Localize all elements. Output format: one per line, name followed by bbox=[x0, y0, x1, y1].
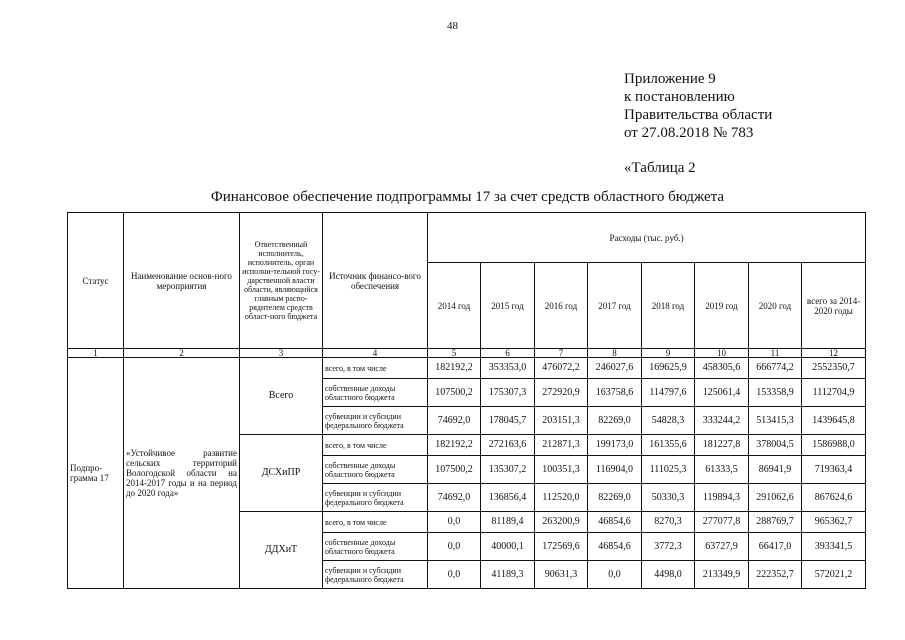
header-event: Наименование основ-ного мероприятия bbox=[124, 213, 240, 349]
value-cell: 74692,0 bbox=[428, 484, 481, 512]
column-number: 9 bbox=[642, 349, 695, 358]
header-year: 2016 год bbox=[535, 263, 588, 349]
value-cell: 4498,0 bbox=[642, 561, 695, 589]
header-expenses: Расходы (тыс. руб.) bbox=[428, 213, 866, 263]
value-cell: 213349,9 bbox=[695, 561, 749, 589]
value-cell: 333244,2 bbox=[695, 407, 749, 435]
value-cell: 0,0 bbox=[428, 512, 481, 533]
value-cell: 181227,8 bbox=[695, 435, 749, 456]
value-cell: 666774,2 bbox=[749, 358, 802, 379]
value-cell: 172569,6 bbox=[535, 533, 588, 561]
value-cell: 867624,6 bbox=[802, 484, 866, 512]
value-cell: 40000,1 bbox=[481, 533, 535, 561]
value-cell: 119894,3 bbox=[695, 484, 749, 512]
value-cell: 74692,0 bbox=[428, 407, 481, 435]
header-total: всего за 2014-2020 годы bbox=[802, 263, 866, 349]
value-cell: 572021,2 bbox=[802, 561, 866, 589]
value-cell: 458305,6 bbox=[695, 358, 749, 379]
header-year: 2019 год bbox=[695, 263, 749, 349]
value-cell: 153358,9 bbox=[749, 379, 802, 407]
value-cell: 272163,6 bbox=[481, 435, 535, 456]
source-cell: всего, в том числе bbox=[323, 358, 428, 379]
value-cell: 163758,6 bbox=[588, 379, 642, 407]
source-cell: собственные доходы областного бюджета bbox=[323, 379, 428, 407]
header-status: Статус bbox=[68, 213, 124, 349]
header-year: 2017 год bbox=[588, 263, 642, 349]
value-cell: 178045,7 bbox=[481, 407, 535, 435]
column-number: 11 bbox=[749, 349, 802, 358]
value-cell: 277077,8 bbox=[695, 512, 749, 533]
value-cell: 46854,6 bbox=[588, 533, 642, 561]
value-cell: 288769,7 bbox=[749, 512, 802, 533]
value-cell: 82269,0 bbox=[588, 484, 642, 512]
table-label: «Таблица 2 bbox=[624, 160, 696, 176]
value-cell: 50330,3 bbox=[642, 484, 695, 512]
value-cell: 136856,4 bbox=[481, 484, 535, 512]
value-cell: 272920,9 bbox=[535, 379, 588, 407]
value-cell: 0,0 bbox=[428, 561, 481, 589]
value-cell: 161355,6 bbox=[642, 435, 695, 456]
value-cell: 1586988,0 bbox=[802, 435, 866, 456]
source-cell: субвенции и субсидии федерального бюджета bbox=[323, 561, 428, 589]
column-number: 6 bbox=[481, 349, 535, 358]
value-cell: 719363,4 bbox=[802, 456, 866, 484]
value-cell: 111025,3 bbox=[642, 456, 695, 484]
value-cell: 107500,2 bbox=[428, 456, 481, 484]
value-cell: 100351,3 bbox=[535, 456, 588, 484]
value-cell: 169625,9 bbox=[642, 358, 695, 379]
financing-table bbox=[67, 212, 866, 589]
executor-cell: Всего bbox=[240, 358, 323, 435]
value-cell: 8270,3 bbox=[642, 512, 695, 533]
header-year: 2014 год bbox=[428, 263, 481, 349]
header-year: 2018 год bbox=[642, 263, 695, 349]
value-cell: 182192,2 bbox=[428, 358, 481, 379]
value-cell: 112520,0 bbox=[535, 484, 588, 512]
column-number: 12 bbox=[802, 349, 866, 358]
value-cell: 393341,5 bbox=[802, 533, 866, 561]
header-executor: Ответственный исполнитель, исполнитель, орган исполни-тельной госу-дарственной власти области, являющийся главным распо-рядителем средств област-ного бюджета bbox=[240, 213, 323, 349]
appendix-line: к постановлению bbox=[624, 89, 735, 105]
value-cell: 378004,5 bbox=[749, 435, 802, 456]
value-cell: 1112704,9 bbox=[802, 379, 866, 407]
header-year: 2020 год bbox=[749, 263, 802, 349]
value-cell: 203151,3 bbox=[535, 407, 588, 435]
appendix-line: Правительства области bbox=[624, 107, 773, 123]
value-cell: 2552350,7 bbox=[802, 358, 866, 379]
column-number: 10 bbox=[695, 349, 749, 358]
value-cell: 3772,3 bbox=[642, 533, 695, 561]
value-cell: 41189,3 bbox=[481, 561, 535, 589]
value-cell: 182192,2 bbox=[428, 435, 481, 456]
executor-cell: ДДХиТ bbox=[240, 512, 323, 589]
appendix-line: Приложение 9 bbox=[624, 71, 716, 87]
value-cell: 965362,7 bbox=[802, 512, 866, 533]
table-row bbox=[68, 358, 866, 379]
column-number: 8 bbox=[588, 349, 642, 358]
value-cell: 86941,9 bbox=[749, 456, 802, 484]
value-cell: 1439645,8 bbox=[802, 407, 866, 435]
column-number: 3 bbox=[240, 349, 323, 358]
value-cell: 46854,6 bbox=[588, 512, 642, 533]
value-cell: 513415,3 bbox=[749, 407, 802, 435]
appendix-line: от 27.08.2018 № 783 bbox=[624, 125, 754, 141]
value-cell: 61333,5 bbox=[695, 456, 749, 484]
header-source: Источник финансо-вого обеспечения bbox=[323, 213, 428, 349]
value-cell: 107500,2 bbox=[428, 379, 481, 407]
source-cell: собственные доходы областного бюджета bbox=[323, 533, 428, 561]
column-number: 2 bbox=[124, 349, 240, 358]
value-cell: 125061,4 bbox=[695, 379, 749, 407]
value-cell: 263200,9 bbox=[535, 512, 588, 533]
value-cell: 114797,6 bbox=[642, 379, 695, 407]
value-cell: 199173,0 bbox=[588, 435, 642, 456]
source-cell: собственные доходы областного бюджета bbox=[323, 456, 428, 484]
executor-cell: ДСХиПР bbox=[240, 435, 323, 512]
source-cell: всего, в том числе bbox=[323, 512, 428, 533]
value-cell: 90631,3 bbox=[535, 561, 588, 589]
value-cell: 222352,7 bbox=[749, 561, 802, 589]
value-cell: 116904,0 bbox=[588, 456, 642, 484]
column-number: 1 bbox=[68, 349, 124, 358]
value-cell: 291062,6 bbox=[749, 484, 802, 512]
source-cell: всего, в том числе bbox=[323, 435, 428, 456]
value-cell: 0,0 bbox=[428, 533, 481, 561]
source-cell: субвенции и субсидии федерального бюджета bbox=[323, 407, 428, 435]
value-cell: 476072,2 bbox=[535, 358, 588, 379]
value-cell: 175307,3 bbox=[481, 379, 535, 407]
page-number: 48 bbox=[447, 20, 458, 32]
appendix-block bbox=[624, 70, 772, 142]
value-cell: 212871,3 bbox=[535, 435, 588, 456]
status-cell: Подпро-грамма 17 bbox=[68, 358, 124, 589]
value-cell: 353353,0 bbox=[481, 358, 535, 379]
value-cell: 63727,9 bbox=[695, 533, 749, 561]
column-number: 4 bbox=[323, 349, 428, 358]
value-cell: 66417,0 bbox=[749, 533, 802, 561]
source-cell: субвенции и субсидии федерального бюджета bbox=[323, 484, 428, 512]
value-cell: 246027,6 bbox=[588, 358, 642, 379]
value-cell: 81189,4 bbox=[481, 512, 535, 533]
column-number: 7 bbox=[535, 349, 588, 358]
event-name-cell: «Устойчивое развитие сельских территорий Вологодской области на 2014-2017 годы и на период до 2020 года» bbox=[124, 358, 240, 589]
value-cell: 0,0 bbox=[588, 561, 642, 589]
value-cell: 82269,0 bbox=[588, 407, 642, 435]
value-cell: 54828,3 bbox=[642, 407, 695, 435]
document-title: Финансовое обеспечение подпрограммы 17 за счет средств областного бюджета bbox=[210, 189, 725, 205]
column-number: 5 bbox=[428, 349, 481, 358]
header-year: 2015 год bbox=[481, 263, 535, 349]
value-cell: 135307,2 bbox=[481, 456, 535, 484]
